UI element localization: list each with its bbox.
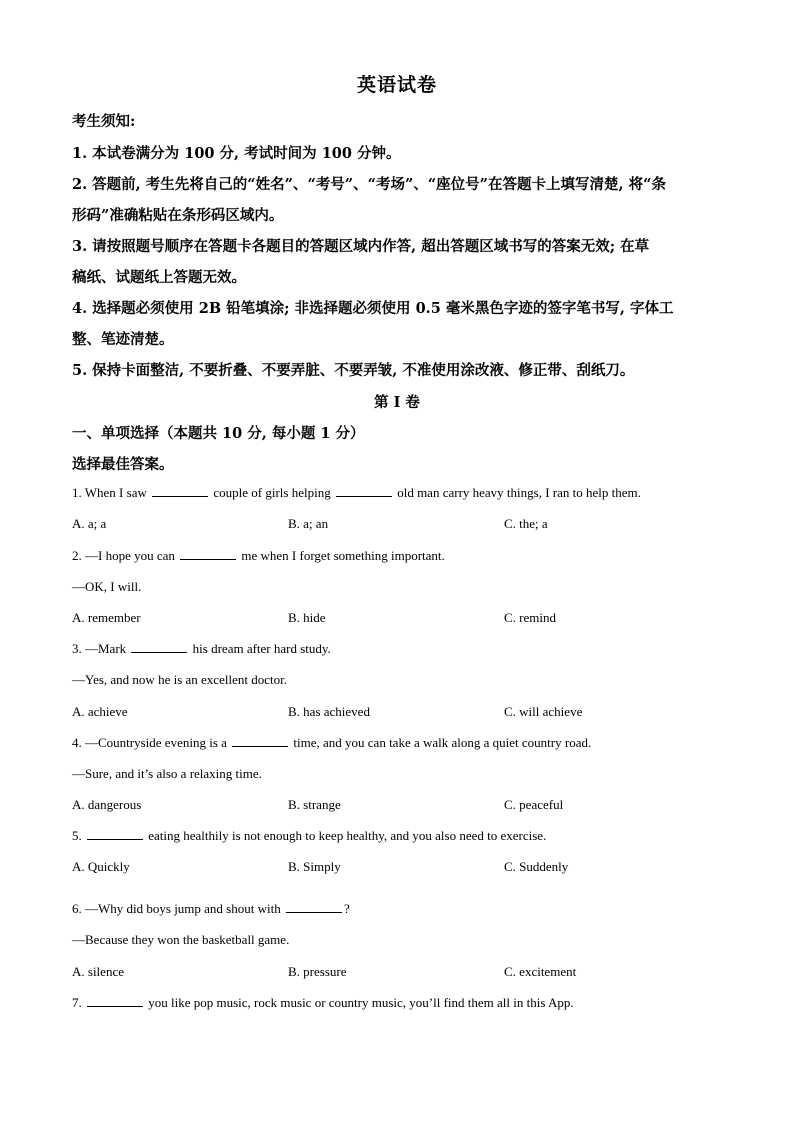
option-a: A. silence [72,964,124,979]
section-instruction: 选择最佳答案。 [72,456,174,473]
question-options [72,704,722,722]
answer-blank [131,641,187,653]
answer-blank [336,485,392,497]
part-heading: 第 I 卷 [374,394,420,411]
answer-blank [232,735,288,747]
option-c: C. will achieve [504,704,583,719]
question-stem: 5. eating healthily is not enough to keep healthy, and you also need to exercise. [72,828,547,843]
question-stem: 2. —I hope you can me when I forget something important. [72,548,445,563]
option-b: B. strange [288,797,341,812]
question-options [72,964,722,982]
question-stem: 6. —Why did boys jump and shout with ? [72,901,350,916]
option-b: B. has achieved [288,704,370,719]
question-reply: —Because they won the basketball game. [72,932,290,947]
answer-blank [87,995,143,1007]
section-heading: 一、单项选择（本题共 10 分, 每小题 1 分） [72,425,365,442]
option-a: A. a; a [72,516,107,531]
answer-blank [87,828,143,840]
answer-blank [286,901,342,913]
option-b: B. hide [288,610,326,625]
option-b: B. Simply [288,859,341,874]
option-b: B. pressure [288,964,347,979]
question-reply: —Sure, and it’s also a relaxing time. [72,766,262,781]
page-title: 英语试卷 [356,74,437,96]
notice-item: 1. 本试卷满分为 100 分, 考试时间为 100 分钟。 [72,145,401,162]
notice-item: 整、笔迹清楚。 [72,331,174,348]
notice-item: 2. 答题前, 考生先将自己的“姓名”、“考号”、“考场”、“座位号”在答题卡上填写清楚, 将“条 [72,176,666,193]
option-c: C. peaceful [504,797,564,812]
option-c: C. excitement [504,964,577,979]
answer-blank [180,548,236,560]
option-a: A. remember [72,610,141,625]
option-c: C. the; a [504,516,548,531]
question-stem: 7. you like pop music, rock music or country music, you’ll find them all in this App. [72,995,574,1010]
option-a: A. dangerous [72,797,142,812]
question-reply: —Yes, and now he is an excellent doctor. [72,672,287,687]
question-options [72,859,722,877]
notice-item: 5. 保持卡面整洁, 不要折叠、不要弄脏、不要弄皱, 不准使用涂改液、修正带、刮纸刀。 [72,362,635,379]
notice-item: 4. 选择题必须使用 2B 铅笔填涂; 非选择题必须使用 0.5 毫米黑色字迹的签字笔书写, 字体工 [72,300,674,317]
question-stem: 1. When I saw couple of girls helping old man carry heavy things, I ran to help them. [72,485,641,500]
option-a: A. Quickly [72,859,130,874]
question-reply: —OK, I will. [72,579,142,594]
option-b: B. a; an [288,516,329,531]
question-options [72,516,722,534]
option-c: C. Suddenly [504,859,569,874]
notice-item: 稿纸、试题纸上答题无效。 [72,269,246,286]
notice-item: 3. 请按照题号顺序在答题卡各题目的答题区域内作答, 超出答题区域书写的答案无效; 在草 [72,238,650,255]
option-c: C. remind [504,610,556,625]
question-options [72,797,722,815]
question-stem: 3. —Mark his dream after hard study. [72,641,331,656]
option-a: A. achieve [72,704,128,719]
notice-heading: 考生须知: [72,113,136,130]
question-options [72,610,722,628]
notice-item: 形码”准确粘贴在条形码区域内。 [72,207,284,224]
question-stem: 4. —Countryside evening is a time, and you can take a walk along a quiet country road. [72,735,592,750]
answer-blank [152,485,208,497]
